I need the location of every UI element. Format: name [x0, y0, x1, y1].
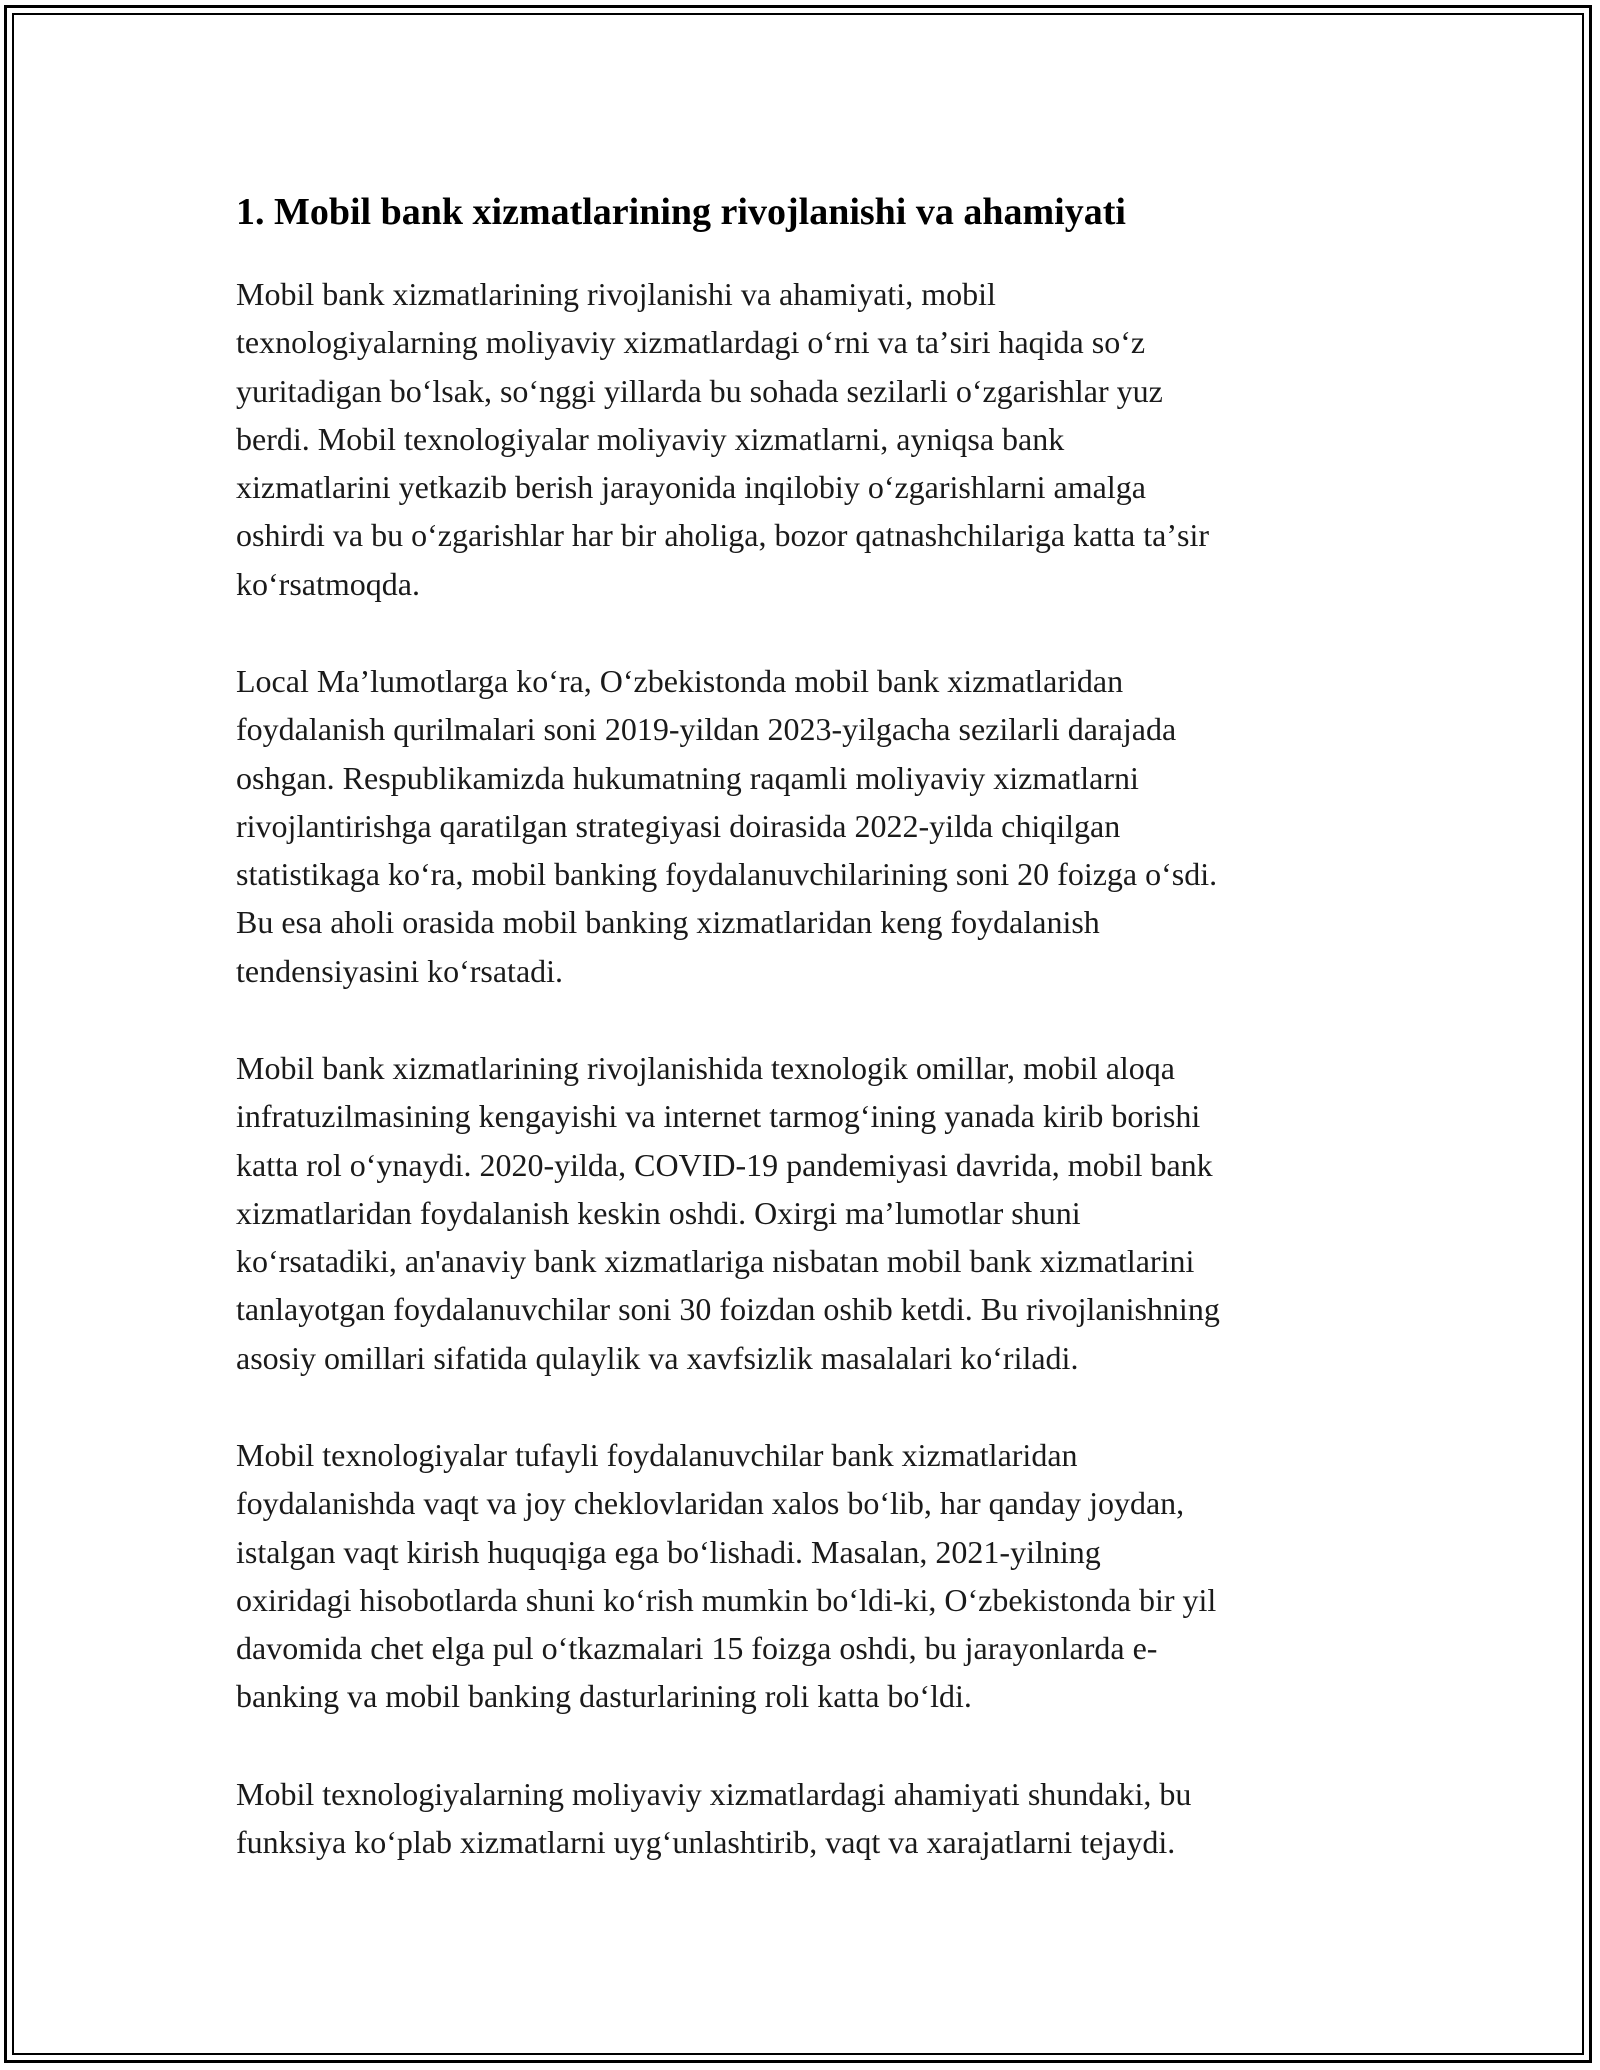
paragraph-line: xizmatlarini yetkazib berish jarayonida inqilobiy oʻzgarishlarni amalga [236, 469, 1146, 506]
paragraph-2 [236, 657, 1384, 995]
paragraph-line: davomida chet elga pul oʻtkazmalari 15 foizga oshdi, bu jarayonlarda e- [236, 1630, 1158, 1667]
paragraph-line: funksiya koʻplab xizmatlarni uygʻunlashtirib, vaqt va xarajatlarni tejaydi. [236, 1824, 1176, 1861]
paragraph-line: oshirdi va bu oʻzgarishlar har bir aholiga, bozor qatnashchilariga katta taʼsir [236, 517, 1209, 554]
paragraph-line: Local Maʼlumotlarga koʻra, Oʻzbekistonda mobil bank xizmatlaridan [236, 663, 1124, 699]
paragraph-line: xizmatlaridan foydalanish keskin oshdi. Oxirgi maʼlumotlar shuni [236, 1194, 1081, 1231]
paragraph-line: rivojlantirishga qaratilgan strategiyasi doirasida 2022-yilda chiqilgan [236, 807, 1121, 844]
paragraph-1 [236, 270, 1384, 608]
paragraph-line: Mobil texnologiyalarning moliyaviy xizmatlardagi ahamiyati shundaki, bu [236, 1776, 1192, 1812]
paragraph-line: statistikaga koʻra, mobil banking foydalanuvchilarining soni 20 foizga oʻsdi. [236, 856, 1218, 893]
paragraph-4 [236, 1431, 1384, 1721]
paragraph-line: oxiridagi hisobotlarda shuni koʻrish mumkin boʻldi-ki, Oʻzbekistonda bir yil [236, 1581, 1217, 1618]
paragraph-line: berdi. Mobil texnologiyalar moliyaviy xizmatlarni, ayniqsa bank [236, 420, 1065, 457]
paragraph-line: asosiy omillari sifatida qulaylik va xavfsizlik masalalari koʻriladi. [236, 1339, 1079, 1376]
paragraph-3 [236, 1044, 1384, 1382]
paragraph-line: Mobil texnologiyalar tufayli foydalanuvchilar bank xizmatlaridan [236, 1437, 1078, 1473]
paragraph-line: Mobil bank xizmatlarining rivojlanishi va ahamiyati, mobil [236, 276, 996, 312]
paragraph-line: foydalanish qurilmalari soni 2019-yildan 2023-yilgacha sezilarli darajada [236, 711, 1177, 748]
document-body [236, 186, 1384, 1861]
paragraph-5 [236, 1770, 1384, 1867]
paragraph-line: koʻrsatadiki, an'anaviy bank xizmatlariga nisbatan mobil bank xizmatlarini [236, 1243, 1195, 1280]
paragraph-line: koʻrsatmoqda. [236, 565, 420, 602]
paragraph-line: Bu esa aholi orasida mobil banking xizmatlaridan keng foydalanish [236, 904, 1100, 941]
paragraph-line: banking va mobil banking dasturlarining roli katta boʻldi. [236, 1678, 972, 1715]
paragraph-line: tanlayotgan foydalanuvchilar soni 30 foizdan oshib ketdi. Bu rivojlanishning [236, 1291, 1220, 1328]
paragraph-line: texnologiyalarning moliyaviy xizmatlardagi oʻrni va taʼsiri haqida soʻz [236, 324, 1146, 361]
paragraph-line: katta rol oʻynaydi. 2020-yilda, COVID-19 pandemiyasi davrida, mobil bank [236, 1146, 1213, 1183]
paragraph-line: yuritadigan boʻlsak, soʻnggi yillarda bu sohada sezilarli oʻzgarishlar yuz [236, 372, 1163, 409]
paragraph-line: foydalanishda vaqt va joy cheklovlaridan xalos boʻlib, har qanday joydan, [236, 1485, 1185, 1522]
paragraph-line: istalgan vaqt kirish huquqiga ega boʻlishadi. Masalan, 2021-yilning [236, 1533, 1101, 1570]
paragraph-line: infratuzilmasining kengayishi va internet tarmogʻining yanada kirib borishi [236, 1098, 1201, 1135]
paragraph-line: Mobil bank xizmatlarining rivojlanishida texnologik omillar, mobil aloqa [236, 1050, 1175, 1086]
paragraph-line: tendensiyasini koʻrsatadi. [236, 952, 564, 989]
section-heading: 1. Mobil bank xizmatlarining rivojlanishi va ahamiyati [236, 191, 1126, 233]
paragraph-line: oshgan. Respublikamizda hukumatning raqamli moliyaviy xizmatlarni [236, 759, 1139, 796]
